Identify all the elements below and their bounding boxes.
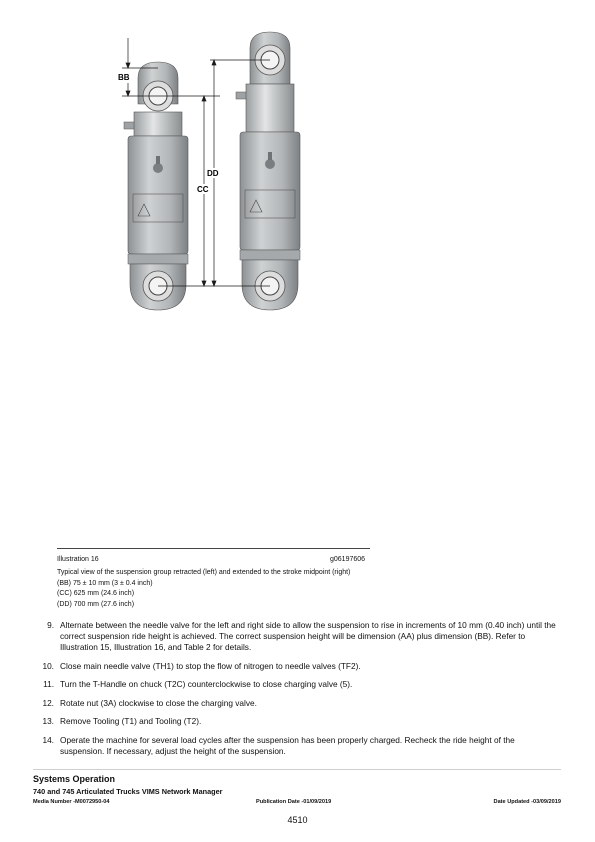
suspension-cylinder-illustration (100, 28, 340, 328)
step-text: Turn the T-Handle on chuck (T2C) counterclockwise to close charging valve (5). (60, 679, 353, 689)
step-number: 9. (47, 620, 54, 630)
step-text: Remove Tooling (T1) and Tooling (T2). (60, 716, 202, 726)
dimension-label-dd: DD (207, 169, 219, 178)
caption-line: (CC) 625 mm (24.6 inch) (57, 590, 135, 598)
illustration-title: Illustration 16 (57, 556, 99, 563)
step-text: Alternate between the needle valve for the left and right side to allow the suspension to rise in increments of 10 mm (0.40 inch) until the correct suspension ride height is achieved. The correct suspension height will be dimension (AA) plus dimension (BB). Refer to Illustration 15, Illustration 16, and Table 2 for details. (60, 620, 556, 652)
procedure-steps (33, 620, 561, 764)
step-number: 13. (42, 716, 54, 726)
step-number: 10. (42, 660, 54, 671)
footer-section-title: Systems Operation (33, 774, 116, 784)
step-item (33, 735, 561, 757)
step-text: Close main needle valve (TH1) to stop the flow of nitrogen to needle valves (TF2). (60, 660, 361, 671)
step-item (33, 698, 561, 709)
footer-document-title: 740 and 745 Articulated Trucks VIMS Network Manager (33, 787, 223, 796)
caption-line: Typical view of the suspension group retracted (left) and extended to the stroke midpoint (right) (57, 569, 351, 576)
step-number: 12. (42, 697, 54, 708)
step-item (33, 620, 561, 653)
caption-line: (DD) 700 mm (27.6 inch) (57, 600, 135, 608)
graphic-id: g06197606 (330, 556, 366, 563)
page-number: 4510 (287, 815, 308, 825)
footer-divider (33, 769, 561, 770)
step-number: 11. (43, 679, 54, 689)
dimension-label-cc: CC (197, 185, 209, 194)
step-item (33, 716, 561, 727)
footer-media-number: Media Number -M0072950-04 (33, 799, 110, 805)
left-cylinder-retracted (124, 62, 188, 310)
step-item (33, 661, 561, 672)
step-text: Operate the machine for several load cycles after the suspension has been properly charged. Recheck the ride height of the suspension. If necessary, adjust the height of the suspension. (60, 734, 515, 756)
illustration-caption (57, 568, 350, 610)
right-cylinder-extended (236, 32, 300, 310)
footer-publication-date: Publication Date -01/09/2019 (256, 799, 332, 805)
dimension-label-bb: BB (118, 73, 130, 82)
step-number: 14. (42, 734, 54, 745)
caption-line: (BB) 75 ± 10 mm (3 ± 0.4 inch) (57, 579, 153, 587)
footer-date-updated: Date Updated -03/09/2019 (493, 799, 561, 805)
step-text: Rotate nut (3A) clockwise to close the charging valve. (60, 697, 257, 708)
caption-divider (57, 548, 370, 549)
step-item (33, 679, 561, 690)
